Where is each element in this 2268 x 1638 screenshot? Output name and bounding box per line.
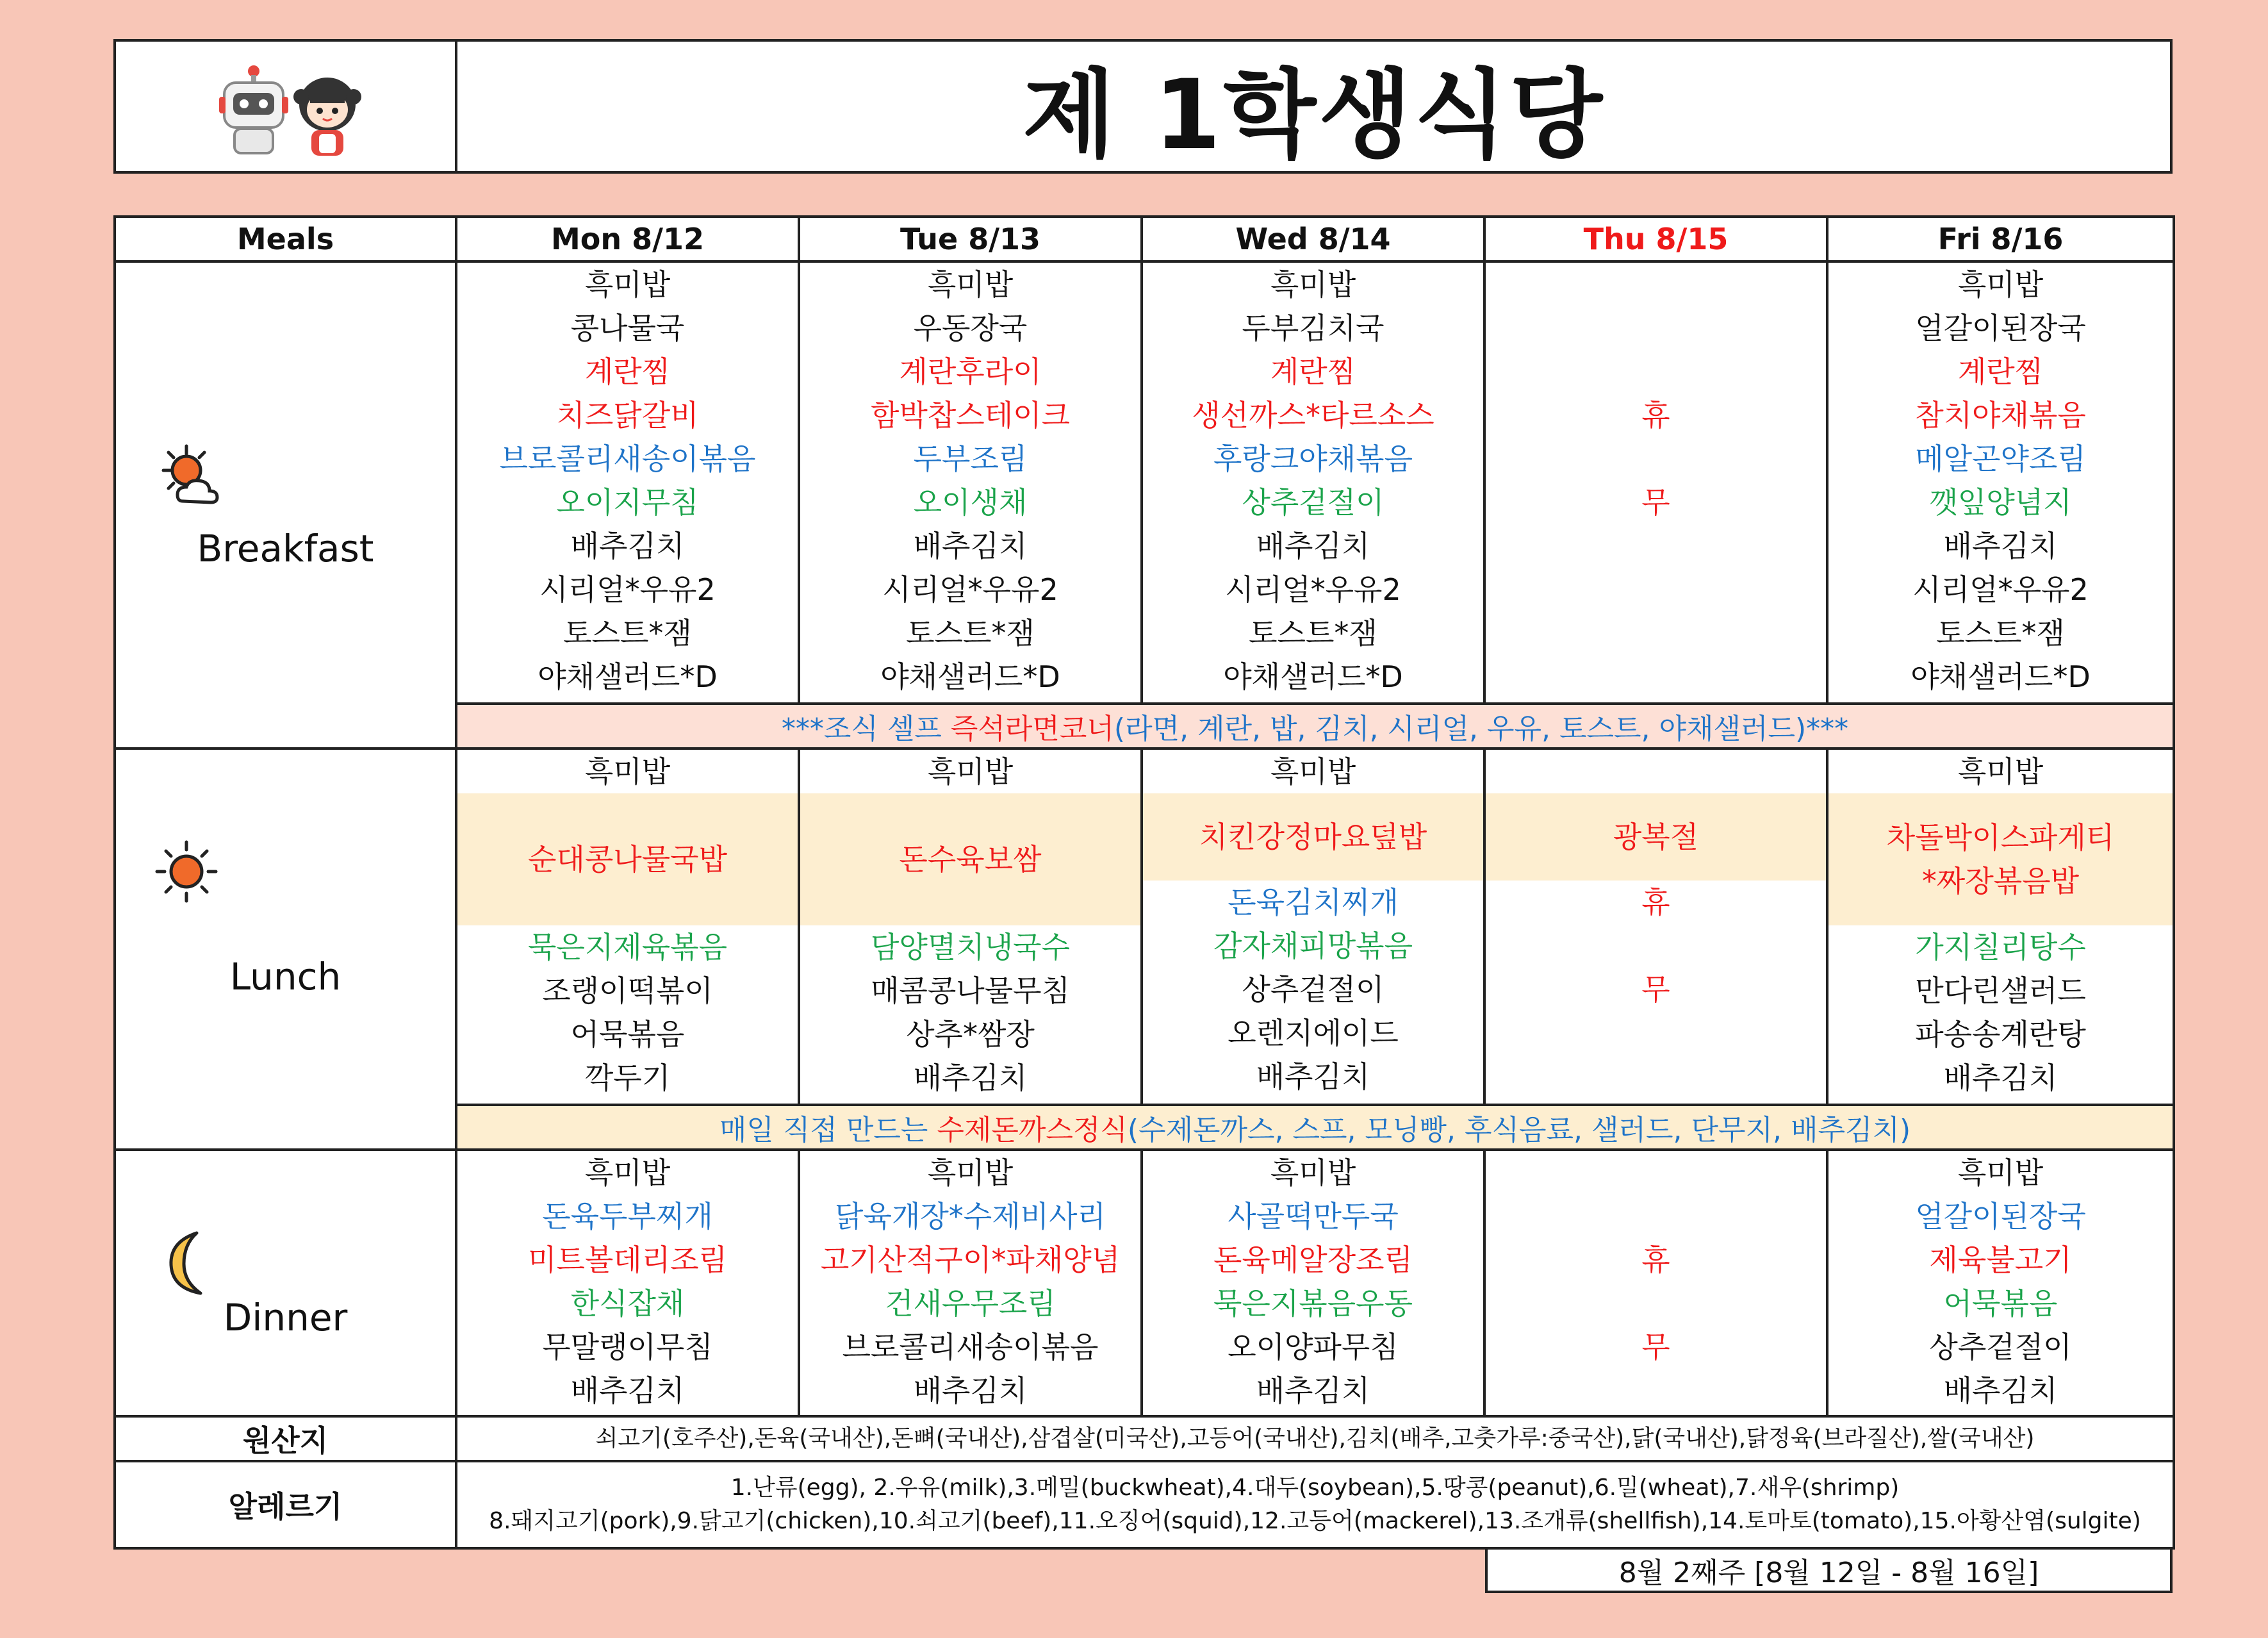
menu-item: 흑미밥 — [1270, 1155, 1356, 1190]
menu-item — [1486, 1195, 1826, 1238]
origin-label: 원산지 — [115, 1416, 456, 1461]
menu-item: 배추김치 — [1943, 1373, 2058, 1408]
dinner-meal-cell — [115, 1150, 456, 1416]
breakfast-meal-cell — [115, 261, 456, 749]
menu-item: 무 — [1641, 1330, 1670, 1364]
menu-item: 휴 — [1641, 398, 1670, 433]
menu-item: 브로콜리새송이볶음 — [499, 442, 756, 476]
lunch-day-cell — [1142, 749, 1484, 1105]
main-dish: *짜장볶음밥 — [1921, 864, 2080, 898]
breakfast-self-corner-banner — [456, 704, 2174, 749]
day-header: Tue 8/13 — [799, 217, 1142, 261]
menu-item: 휴 — [1641, 1243, 1670, 1277]
menu-item: 제육불고기 — [1929, 1243, 2072, 1277]
dinner-day-cell — [799, 1150, 1142, 1416]
menu-item: 시리얼*우유2 — [1225, 572, 1401, 607]
allergy-label: 알레르기 — [115, 1461, 456, 1548]
menu-item: 상추겉절이 — [1242, 485, 1385, 520]
menu-item: 흑미밥 — [1957, 754, 2044, 789]
menu-item: 토스트*잼 — [906, 616, 1035, 650]
menu-item: 야채샐러드*D — [880, 659, 1060, 694]
header-row — [115, 217, 2174, 261]
main-dish-block — [1828, 793, 2173, 925]
menu-item: 배추김치 — [1256, 1059, 1370, 1094]
menu-item: 오이양파무침 — [1228, 1330, 1399, 1364]
dinner-day-cell — [1484, 1150, 1827, 1416]
menu-item — [1486, 350, 1826, 393]
main-dish-block — [800, 793, 1140, 925]
menu-item — [1486, 1011, 1826, 1055]
menu-item: 무 — [1641, 485, 1670, 520]
sun-cloud-icon — [154, 442, 225, 513]
menu-item — [1486, 750, 1826, 793]
menu-item: 계란후라이 — [899, 354, 1042, 389]
menu-item: 얼갈이된장국 — [1915, 1199, 2086, 1234]
week-range-label: 8월 2째주 [8월 12일 - 8월 16일] — [1485, 1550, 2173, 1593]
menu-item: 사골떡만두국 — [1228, 1199, 1399, 1234]
dinner-row — [115, 1150, 2174, 1416]
menu-item: 계란찜 — [1270, 354, 1356, 389]
menu-item: 고기산적구이*파채양념 — [820, 1243, 1121, 1277]
banner-text-c: (수제돈까스, 스프, 모닝빵, 후식음료, 샐러드, 단무지, 배추김치) — [1127, 1114, 1911, 1146]
lunch-day-cell — [799, 749, 1142, 1105]
menu-item: 야채샐러드*D — [538, 659, 718, 694]
menu-item: 어묵볶음 — [570, 1017, 685, 1052]
dinner-label: Dinner — [223, 1296, 348, 1339]
menu-item — [1486, 924, 1826, 968]
menu-item: 생선까스*타르소스 — [1192, 398, 1434, 433]
menu-item: 흑미밥 — [927, 267, 1014, 302]
lunch-meal-cell — [115, 749, 456, 1150]
menu-item: 우동장국 — [913, 311, 1028, 345]
menu-item: 흑미밥 — [927, 1155, 1014, 1190]
breakfast-label: Breakfast — [197, 527, 374, 570]
menu-item — [1486, 306, 1826, 350]
allergy-line-1: 1.난류(egg), 2.우유(milk),3.메밀(buckwheat),4.대두(soybean),5.땅콩(peanut),6.밀(wheat),7.새우(shrimp) — [730, 1475, 1900, 1501]
meals-header: Meals — [115, 217, 456, 261]
menu-item: 상추겉절이 — [1242, 972, 1385, 1007]
menu-item: 토스트*잼 — [563, 616, 692, 650]
menu-item: 두부김치국 — [1242, 311, 1385, 345]
menu-item: 참치야채볶음 — [1915, 398, 2086, 433]
menu-item: 흑미밥 — [1270, 267, 1356, 302]
menu-item: 무말랭이무침 — [542, 1330, 713, 1364]
header — [113, 39, 2173, 174]
menu-item: 브로콜리새송이볶음 — [842, 1330, 1099, 1364]
main-dish-block — [1143, 793, 1483, 881]
menu-item: 돈육메알장조림 — [1213, 1243, 1413, 1277]
menu-item: 배추김치 — [1256, 1373, 1370, 1408]
menu-item: 시리얼*우유2 — [539, 572, 716, 607]
main-dish: 돈수육보쌈 — [899, 842, 1042, 877]
sun-icon — [154, 840, 218, 904]
day-header: Wed 8/14 — [1142, 217, 1484, 261]
menu-item: 치즈닭갈비 — [556, 398, 699, 433]
menu-item: 깻잎양념지 — [1929, 485, 2072, 520]
menu-item: 시리얼*우유2 — [1912, 572, 2089, 607]
lunch-row — [115, 749, 2174, 1105]
menu-item: 야채샐러드*D — [1911, 659, 2091, 694]
day-header: Thu 8/15 — [1484, 217, 1827, 261]
menu-item: 한식잡채 — [570, 1286, 685, 1321]
menu-item — [1486, 437, 1826, 481]
menu-item: 조랭이떡볶이 — [542, 973, 713, 1008]
menu-item: 배추김치 — [1943, 529, 2058, 563]
menu-item — [1486, 1369, 1826, 1412]
main-dish: 차돌박이스파게티 — [1886, 820, 2115, 855]
main-dish-block — [1486, 793, 1826, 881]
breakfast-day-cell — [799, 261, 1142, 704]
dinner-day-cell — [456, 1150, 799, 1416]
menu-item: 오이생채 — [913, 485, 1028, 520]
mascot-girl-icon — [292, 72, 363, 160]
menu-item: 야채샐러드*D — [1223, 659, 1403, 694]
banner-text-b: 즉석라면코너 — [950, 713, 1114, 745]
menu-item: 계란찜 — [584, 354, 671, 389]
dinner-day-cell — [1827, 1150, 2174, 1416]
banner-text-a: 매일 직접 만드는 — [719, 1114, 937, 1146]
menu-item: 미트볼데리조림 — [527, 1243, 728, 1277]
menu-item: 흑미밥 — [584, 1155, 671, 1190]
menu-item: 계란찜 — [1957, 354, 2044, 389]
breakfast-day-cell — [1484, 261, 1827, 704]
menu-item: 배추김치 — [570, 1373, 685, 1408]
menu-table — [113, 215, 2175, 1550]
menu-item: 오이지무침 — [556, 485, 699, 520]
main-dish: 광복절 — [1613, 820, 1699, 854]
menu-item: 배추김치 — [1943, 1061, 2058, 1095]
menu-item: 토스트*잼 — [1936, 616, 2065, 650]
day-header: Fri 8/16 — [1827, 217, 2174, 261]
allergy-info — [456, 1461, 2174, 1548]
menu-item — [1486, 1282, 1826, 1325]
moon-icon — [161, 1228, 212, 1298]
menu-item: 콩나물국 — [570, 311, 685, 345]
menu-item: 흑미밥 — [584, 267, 671, 302]
menu-item — [1486, 1151, 1826, 1195]
lunch-day-cell — [1827, 749, 2174, 1105]
breakfast-day-cell — [1827, 261, 2174, 704]
page-title: 제 1학생식당 — [1022, 60, 1606, 171]
banner-text-c: (라면, 계란, 밥, 김치, 시리얼, 우유, 토스트, 야채샐러드)*** — [1113, 713, 1849, 745]
menu-item: 깍두기 — [584, 1061, 671, 1095]
lunch-day-cell — [456, 749, 799, 1105]
day-header: Mon 8/12 — [456, 217, 799, 261]
menu-item: 감자채피망볶음 — [1213, 929, 1413, 963]
menu-item: 시리얼*우유2 — [882, 572, 1058, 607]
lunch-label: Lunch — [229, 955, 341, 998]
banner-text-b: 수제돈까스정식 — [937, 1114, 1128, 1146]
breakfast-day-cell — [1142, 261, 1484, 704]
logo-cell — [116, 42, 457, 171]
menu-item: 어묵볶음 — [1943, 1286, 2058, 1321]
menu-item: 얼갈이된장국 — [1915, 311, 2086, 345]
menu-item: 함박찹스테이크 — [870, 398, 1071, 433]
menu-item: 배추김치 — [913, 529, 1028, 563]
menu-item: 묵은지제육볶음 — [527, 930, 728, 964]
banner-text-a: ***조식 셀프 — [781, 713, 951, 745]
origin-row — [115, 1416, 2174, 1461]
menu-item: 배추김치 — [1256, 529, 1370, 563]
menu-item: 흑미밥 — [1957, 267, 2044, 302]
menu-item: 흑미밥 — [1270, 754, 1356, 789]
allergy-row — [115, 1461, 2174, 1548]
menu-item: 파송송계란탕 — [1915, 1017, 2086, 1052]
menu-item: 만다린샐러드 — [1915, 973, 2086, 1008]
menu-item: 가지칠리탕수 — [1915, 930, 2086, 964]
lunch-day-cell — [1484, 749, 1827, 1105]
menu-item — [1486, 263, 1826, 306]
main-dish: 치킨강정마요덮밥 — [1199, 820, 1427, 854]
menu-item: 돈육김치찌개 — [1228, 885, 1399, 920]
menu-item: 메알곤약조림 — [1915, 442, 2086, 476]
menu-item: 매콤콩나물무침 — [870, 973, 1071, 1008]
menu-item: 배추김치 — [913, 1373, 1028, 1408]
menu-item: 오렌지에이드 — [1228, 1016, 1399, 1050]
menu-item: 흑미밥 — [1957, 1155, 2044, 1190]
mascot-robot-icon — [215, 63, 292, 160]
menu-item: 배추김치 — [913, 1061, 1028, 1095]
menu-item: 휴 — [1641, 885, 1670, 920]
allergy-line-2: 8.돼지고기(pork),9.닭고기(chicken),10.쇠고기(beef),11.오징어(squid),12.고등어(mackerel),13.조개류(shellfish),14.토마토(tomato),15.아황산염(sulgite) — [489, 1508, 2141, 1534]
menu-item: 묵은지볶음우동 — [1213, 1286, 1413, 1321]
menu-item: 흑미밥 — [584, 754, 671, 789]
menu-item: 돈육두부찌개 — [542, 1199, 713, 1234]
menu-item: 두부조림 — [913, 442, 1028, 476]
menu-item: 후랑크야채볶음 — [1213, 442, 1413, 476]
menu-item: 닭육개장*수제비사리 — [835, 1199, 1106, 1234]
menu-item: 상추*쌈장 — [906, 1017, 1035, 1052]
menu-item: 상추겉절이 — [1929, 1330, 2072, 1364]
menu-item: 토스트*잼 — [1249, 616, 1377, 650]
origin-text: 쇠고기(호주산),돈육(국내산),돈뼈(국내산),삼겹살(미국산),고등어(국내산),김치(배추,고춧가루:중국산),닭(국내산),닭정육(브라질산),쌀(국내산) — [456, 1416, 2174, 1461]
breakfast-row — [115, 261, 2174, 704]
main-dish-block — [457, 793, 798, 925]
menu-item: 흑미밥 — [927, 754, 1014, 789]
menu-item: 건새우무조림 — [885, 1286, 1056, 1321]
menu-item: 배추김치 — [570, 529, 685, 563]
dinner-day-cell — [1142, 1150, 1484, 1416]
lunch-tonkatsu-banner — [456, 1105, 2174, 1150]
menu-item: 무 — [1641, 972, 1670, 1007]
breakfast-day-cell — [456, 261, 799, 704]
menu-item — [1486, 1055, 1826, 1098]
main-dish: 순대콩나물국밥 — [527, 842, 728, 877]
menu-item: 담양멸치냉국수 — [870, 930, 1071, 964]
